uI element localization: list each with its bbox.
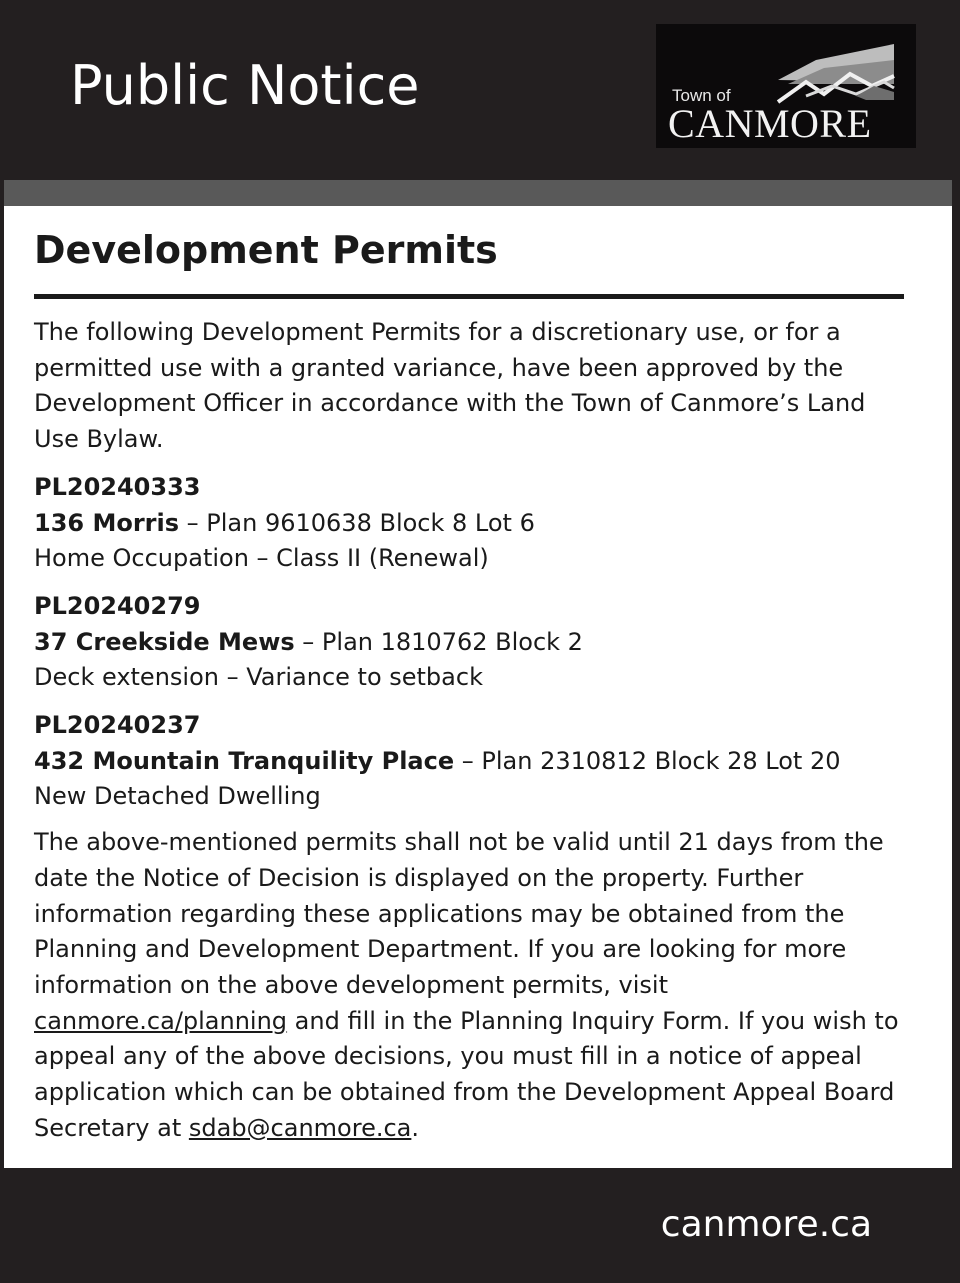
permit-id: PL20240237 <box>34 711 201 740</box>
closing-text: and fill in the Planning Inquiry Form. If you wish to appeal any of the above decisions, you must fill in a notice of appeal application which can be obtained from the Development Appeal Board Secretary at <box>34 1006 899 1142</box>
permit-legal: – Plan 1810762 Block 2 <box>294 627 583 656</box>
email-link[interactable]: sdab@canmore.ca <box>188 1113 412 1142</box>
frame-border-left <box>0 0 4 1283</box>
intro-paragraph: The following Development Permits for a discretionary use, or for a permitted use with a granted variance, have been approved by the Development Officer in accordance with the Town of Canmore’s Land Use Bylaw. <box>34 318 866 454</box>
permit-address: 136 Morris <box>34 508 180 537</box>
notice-title: Public Notice <box>70 54 420 117</box>
town-logo <box>656 24 916 148</box>
permit-address: 37 Creekside Mews <box>34 627 295 656</box>
footer-website[interactable]: canmore.ca <box>660 1204 872 1245</box>
permit-legal: – Plan 2310812 Block 28 Lot 20 <box>454 746 841 775</box>
permit-description: Home Occupation – Class II (Renewal) <box>34 544 489 573</box>
permit-legal: – Plan 9610638 Block 8 Lot 6 <box>179 508 535 537</box>
planning-link[interactable]: canmore.ca/planning <box>34 1006 288 1035</box>
notice-footer <box>0 1168 960 1283</box>
title-divider <box>34 294 904 299</box>
logo-town-of: Town of <box>672 86 731 105</box>
permit-address: 432 Mountain Tranquility Place <box>34 746 455 775</box>
notice-content <box>34 206 912 1146</box>
header-band <box>0 180 960 206</box>
closing-text: . <box>411 1113 420 1142</box>
permit-location <box>34 744 912 780</box>
permit-entry <box>34 708 912 815</box>
frame-border-right <box>952 0 960 1283</box>
permit-description: Deck extension – Variance to setback <box>34 663 483 692</box>
permit-id: PL20240333 <box>34 472 201 501</box>
permit-entry <box>34 470 912 577</box>
permit-location <box>34 506 912 542</box>
permit-entry <box>34 589 912 696</box>
logo-town-name: CANMORE <box>668 101 872 146</box>
closing-text: The above-mentioned permits shall not be valid until 21 days from the date the Notice of Decision is displayed on the property. Further information regarding these applications may be obtained from the Planning and Development Department. If you are looking for more information on the above development permits, visit <box>34 828 884 999</box>
permit-location <box>34 625 912 661</box>
permit-id: PL20240279 <box>34 591 201 620</box>
permit-description: New Detached Dwelling <box>34 782 321 811</box>
section-title: Development Permits <box>34 228 498 272</box>
notice-header <box>0 0 960 180</box>
closing-paragraph <box>34 825 912 1146</box>
